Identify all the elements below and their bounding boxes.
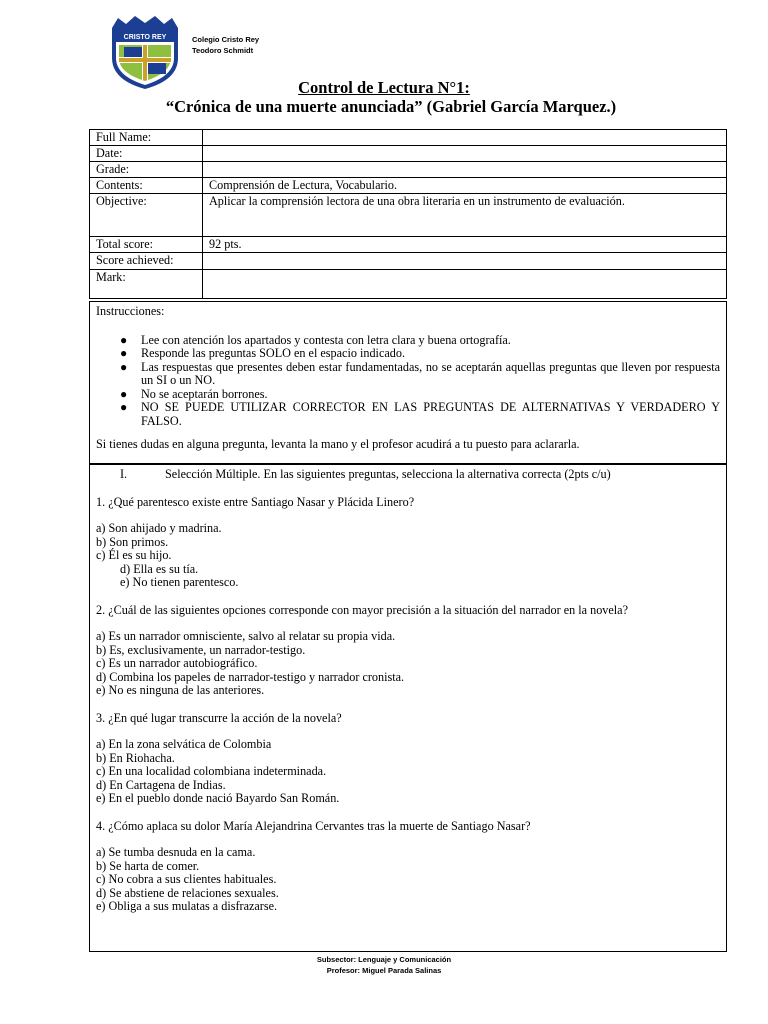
mark-field[interactable] — [203, 270, 727, 299]
question-4-options — [96, 846, 720, 914]
list-item: ● NO SE PUEDE UTILIZAR CORRECTOR EN LAS PREGUNTAS DE ALTERNATIVAS Y VERDADERO Y FALSO. — [120, 400, 720, 428]
question-3: 3. ¿En qué lugar transcurre la acción de la novela? — [96, 710, 342, 725]
date-label: Date: — [90, 146, 203, 162]
score-achieved-field[interactable] — [203, 253, 727, 270]
answer-option[interactable]: c) No cobra a sus clientes habituales. — [96, 872, 277, 886]
answer-option[interactable]: b) Se harta de comer. — [96, 858, 200, 873]
question-3-options — [96, 738, 720, 806]
list-item: ● Lee con atención los apartados y contesta con letra clara y buena ortografía. — [120, 332, 511, 347]
contents-label: Contents: — [90, 178, 203, 194]
page-footer — [0, 954, 768, 976]
objective-value: Aplicar la comprensión lectora de una obra literaria en un instrumento de evaluación. — [203, 194, 727, 237]
answer-option[interactable]: b) Son primos. — [96, 534, 169, 549]
answer-option[interactable]: c) Él es su hijo. — [96, 548, 172, 562]
answer-option[interactable]: d) Combina los papeles de narrador-testigo y narrador cronista. — [96, 669, 405, 684]
answer-option[interactable]: e) Obliga a sus mulatas a disfrazarse. — [96, 899, 278, 913]
table-row — [90, 178, 727, 194]
question-2-options — [96, 630, 720, 698]
full-name-label: Full Name: — [90, 130, 203, 146]
contents-value: Comprensión de Lectura, Vocabulario. — [203, 178, 727, 194]
score-achieved-label: Score achieved: — [90, 253, 203, 270]
grade-field[interactable] — [203, 162, 727, 178]
table-row — [90, 237, 727, 253]
answer-option[interactable]: d) Se abstiene de relaciones sexuales. — [96, 885, 279, 900]
instructions-closing: Si tienes dudas en alguna pregunta, levanta la mano y el profesor acudirá a tu puesto para aclararla. — [96, 437, 580, 451]
document-title — [0, 78, 768, 116]
answer-option[interactable]: c) En una localidad colombiana indeterminada. — [96, 764, 327, 778]
date-field[interactable] — [203, 146, 727, 162]
instructions-list — [96, 334, 720, 429]
total-score-label: Total score: — [90, 237, 203, 253]
list-item: ● No se aceptarán borrones. — [120, 386, 268, 401]
section-title: Selección Múltiple. En las siguientes preguntas, selecciona la alternativa correcta (2pts c/u) — [165, 467, 611, 481]
full-name-field[interactable] — [203, 130, 727, 146]
instructions-heading: Instrucciones: — [96, 304, 165, 318]
total-score-value: 92 pts. — [203, 237, 727, 253]
bullet-icon: ● — [120, 400, 128, 414]
list-item: ● Responde las preguntas SOLO en el espacio indicado. — [120, 346, 405, 360]
answer-option[interactable]: a) Son ahijado y madrina. — [96, 521, 222, 535]
question-2: 2. ¿Cuál de las siguientes opciones corresponde con mayor precisión a la situación del narrador en la novela? — [96, 602, 629, 617]
question-1-options — [96, 522, 720, 590]
title-line1: Control de Lectura N°1: — [298, 78, 470, 97]
instructions-box — [89, 301, 727, 464]
bullet-icon: ● — [120, 332, 128, 347]
answer-option[interactable]: e) No es ninguna de las anteriores. — [96, 683, 265, 697]
student-info-table — [89, 129, 727, 299]
school-name-line2: Teodoro Schmidt — [192, 46, 254, 55]
table-row — [90, 253, 727, 270]
section-number: I. — [120, 467, 128, 481]
answer-option[interactable]: a) Es un narrador omnisciente, salvo al relatar su propia vida. — [96, 629, 396, 643]
title-line2: “Crónica de una muerte anunciada” (Gabriel García Marquez.) — [165, 97, 617, 116]
question-4: 4. ¿Cómo aplaca su dolor María Alejandrina Cervantes tras la muerte de Santiago Nasar? — [96, 818, 531, 833]
answer-option[interactable]: e) En el pueblo donde nació Bayardo San Román. — [96, 791, 340, 805]
answer-option[interactable]: b) Es, exclusivamente, un narrador-testigo. — [96, 642, 306, 657]
grade-label: Grade: — [90, 162, 203, 178]
answer-option[interactable]: a) En la zona selvática de Colombia — [96, 737, 272, 751]
table-row — [90, 162, 727, 178]
mark-label: Mark: — [90, 270, 203, 299]
footer-teacher: Profesor: Miguel Parada Salinas — [326, 966, 442, 975]
answer-option[interactable]: e) No tienen parentesco. — [120, 575, 239, 589]
answer-option[interactable]: a) Se tumba desnuda en la cama. — [96, 845, 256, 859]
answer-option[interactable]: d) En Cartagena de Indias. — [96, 777, 226, 792]
list-item: ● Las respuestas que presentes deben estar fundamentadas, no se aceptarán aquellas preguntas que lleven por respuesta un SI o un NO. — [120, 359, 720, 387]
objective-label: Objective: — [90, 194, 203, 237]
table-row — [90, 270, 727, 299]
bullet-icon: ● — [120, 386, 128, 401]
answer-option[interactable]: b) En Riohacha. — [96, 750, 175, 765]
table-row — [90, 194, 727, 237]
answer-option[interactable]: d) Ella es su tía. — [120, 561, 199, 576]
bullet-icon: ● — [120, 359, 128, 374]
footer-subject: Subsector: Lenguaje y Comunicación — [316, 955, 452, 964]
table-row — [90, 130, 727, 146]
table-row — [90, 146, 727, 162]
question-1: 1. ¿Qué parentesco existe entre Santiago Nasar y Plácida Linero? — [96, 494, 415, 509]
bullet-icon: ● — [120, 346, 128, 360]
multiple-choice-section — [89, 464, 727, 952]
school-name-line1: Colegio Cristo Rey — [192, 35, 260, 44]
school-name — [192, 34, 259, 56]
answer-option[interactable]: c) Es un narrador autobiográfico. — [96, 656, 258, 670]
section-heading — [96, 468, 720, 482]
crest-banner-text: CRISTO REY — [123, 34, 167, 41]
